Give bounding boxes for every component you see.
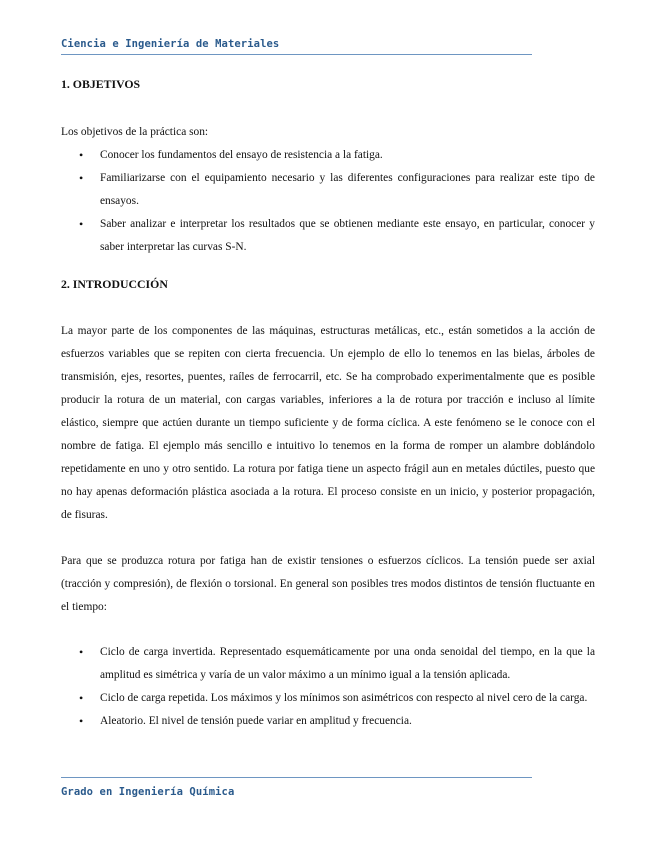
section-introduction-title: 2. INTRODUCCIÓN	[61, 277, 168, 291]
load-cycles-list	[61, 641, 595, 733]
list-item: • Aleatorio. El nivel de tensión puede variar en amplitud y frecuencia.	[61, 710, 595, 733]
list-item: • Ciclo de carga invertida. Representado esquemáticamente por una onda senoidal del tiempo, en la que la amplitud es simétrica y varía de un valor máximo a un mínimo igual a la tensión aplicada.	[61, 641, 595, 687]
footer-title: Grado en Ingeniería Química	[61, 786, 235, 798]
list-item: • Ciclo de carga repetida. Los máximos y los mínimos son asimétricos con respecto al nivel cero de la carga.	[61, 687, 595, 710]
list-item: • Familiarizarse con el equipamiento necesario y las diferentes configuraciones para realizar este tipo de ensayos.	[61, 167, 595, 213]
objectives-intro: Los objetivos de la práctica son:	[61, 126, 209, 138]
header-rule	[61, 54, 532, 55]
introduction-paragraph-1: La mayor parte de los componentes de las máquinas, estructuras metálicas, etc., están sometidos a la acción de esfuerzos variables que se repiten con cierta frecuencia. Un ejemplo de ello lo tenemos en las bielas, árboles de transmisión, ejes, resortes, puentes, raíles de ferrocarril, etc. Se ha comprobado experimentalmente que es posible producir la rotura de un material, con cargas variables, inferiores a la de rotura por tracción e incluso al límite elástico, siempre que actúen durante un tiempo suficiente y de forma cíclica. A este fenómeno se le conoce con el nombre de fatiga. El ejemplo más sencillo e intuitivo lo tenemos en la forma de romper un alambre doblándolo repetidamente en uno y otro sentido. La rotura por fatiga tiene un aspecto frágil aun en metales dúctiles, puesto que no hay apenas deformación plástica asociada a la rotura. El proceso consiste en un inicio, y posterior propagación, de fisuras.	[61, 325, 595, 521]
list-item: • Conocer los fundamentos del ensayo de resistencia a la fatiga.	[61, 144, 595, 167]
header-title: Ciencia e Ingeniería de Materiales	[61, 38, 280, 50]
footer-rule	[61, 777, 532, 778]
page-content	[61, 76, 595, 733]
list-item: • Saber analizar e interpretar los resultados que se obtienen mediante este ensayo, en particular, conocer y saber interpretar las curvas S-N.	[61, 213, 595, 259]
section-objectives-title: 1. OBJETIVOS	[61, 77, 141, 91]
introduction-paragraph-2: Para que se produzca rotura por fatiga han de existir tensiones o esfuerzos cíclicos. La tensión puede ser axial (tracción y compresión), de flexión o torsional. En general son posibles tres modos distintos de tensión fluctuante en el tiempo:	[61, 555, 595, 613]
objectives-list	[61, 144, 595, 259]
